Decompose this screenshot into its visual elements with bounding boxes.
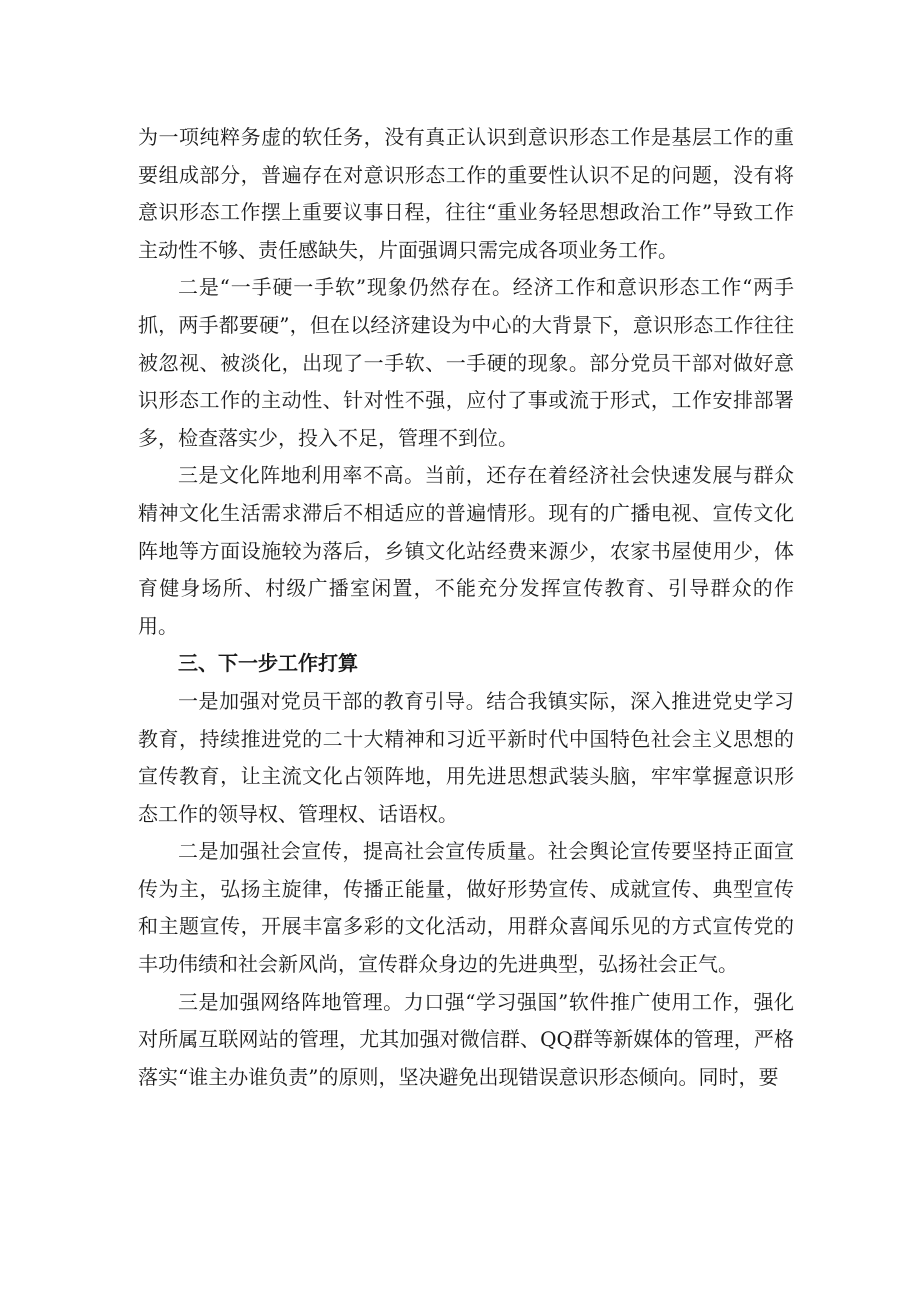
section-heading: 三、下一步工作打算 xyxy=(178,651,358,676)
document-page xyxy=(138,119,794,1096)
paragraph-point-three: 三是文化阵地利用率不高。当前，还存在着经济社会快速发展与群众精神文化生活需求滞后不相适应的普遍情形。现有的广播电视、宣传文化阵地等方面设施较为落后，乡镇文化站经费来源少，农家书屋使用少，体育健身场所、村级广播室闲置，不能充分发挥宣传教育、引导群众的作用。 xyxy=(138,463,794,638)
paragraph-plan-two: 二是加强社会宣传，提高社会宣传质量。社会舆论宣传要坚持正面宣传为主，弘扬主旋律，传播正能量，做好形势宣传、成就宣传、典型宣传和主题宣传，开展丰富多彩的文化活动，用群众喜闻乐见的方式宣传党的丰功伟绩和社会新风尚，宣传群众身边的先进典型，弘扬社会正气。 xyxy=(138,839,794,977)
paragraph-plan-one: 一是加强对党员干部的教育引导。结合我镇实际，深入推进党史学习教育，持续推进党的二十大精神和习近平新时代中国特色社会主义思想的宣传教育，让主流文化占领阵地，用先进思想武装头脑，牢牢掌握意识形态工作的领导权、管理权、话语权。 xyxy=(138,688,794,826)
paragraph-point-two: 二是“一手硬一手软”现象仍然存在。经济工作和意识形态工作“两手抓，两手都要硬”，但在以经济建设为中心的大背景下，意识形态工作往往被忽视、被淡化，出现了一手软、一手硬的现象。部分党员干部对做好意识形态工作的主动性、针对性不强，应付了事或流于形式，工作安排部署多，检查落实少，投入不足，管理不到位。 xyxy=(138,275,794,450)
paragraph-plan-three: 三是加强网络阵地管理。力口强“学习强国”软件推广使用工作，强化对所属互联网站的管理，尤其加强对微信群、QQ群等新媒体的管理，严格落实“谁主办谁负责”的原则，坚决避免出现错误意识形态倾向。同时，要 xyxy=(138,989,794,1089)
paragraph-continuation: 为一项纯粹务虚的软任务，没有真正认识到意识形态工作是基层工作的重要组成部分，普遍存在对意识形态工作的重要性认识不足的问题，没有将意识形态工作摆上重要议事日程，往往“重业务轻思想政治工作”导致工作主动性不够、责任感缺失，片面强调只需完成各项业务工作。 xyxy=(138,125,794,262)
